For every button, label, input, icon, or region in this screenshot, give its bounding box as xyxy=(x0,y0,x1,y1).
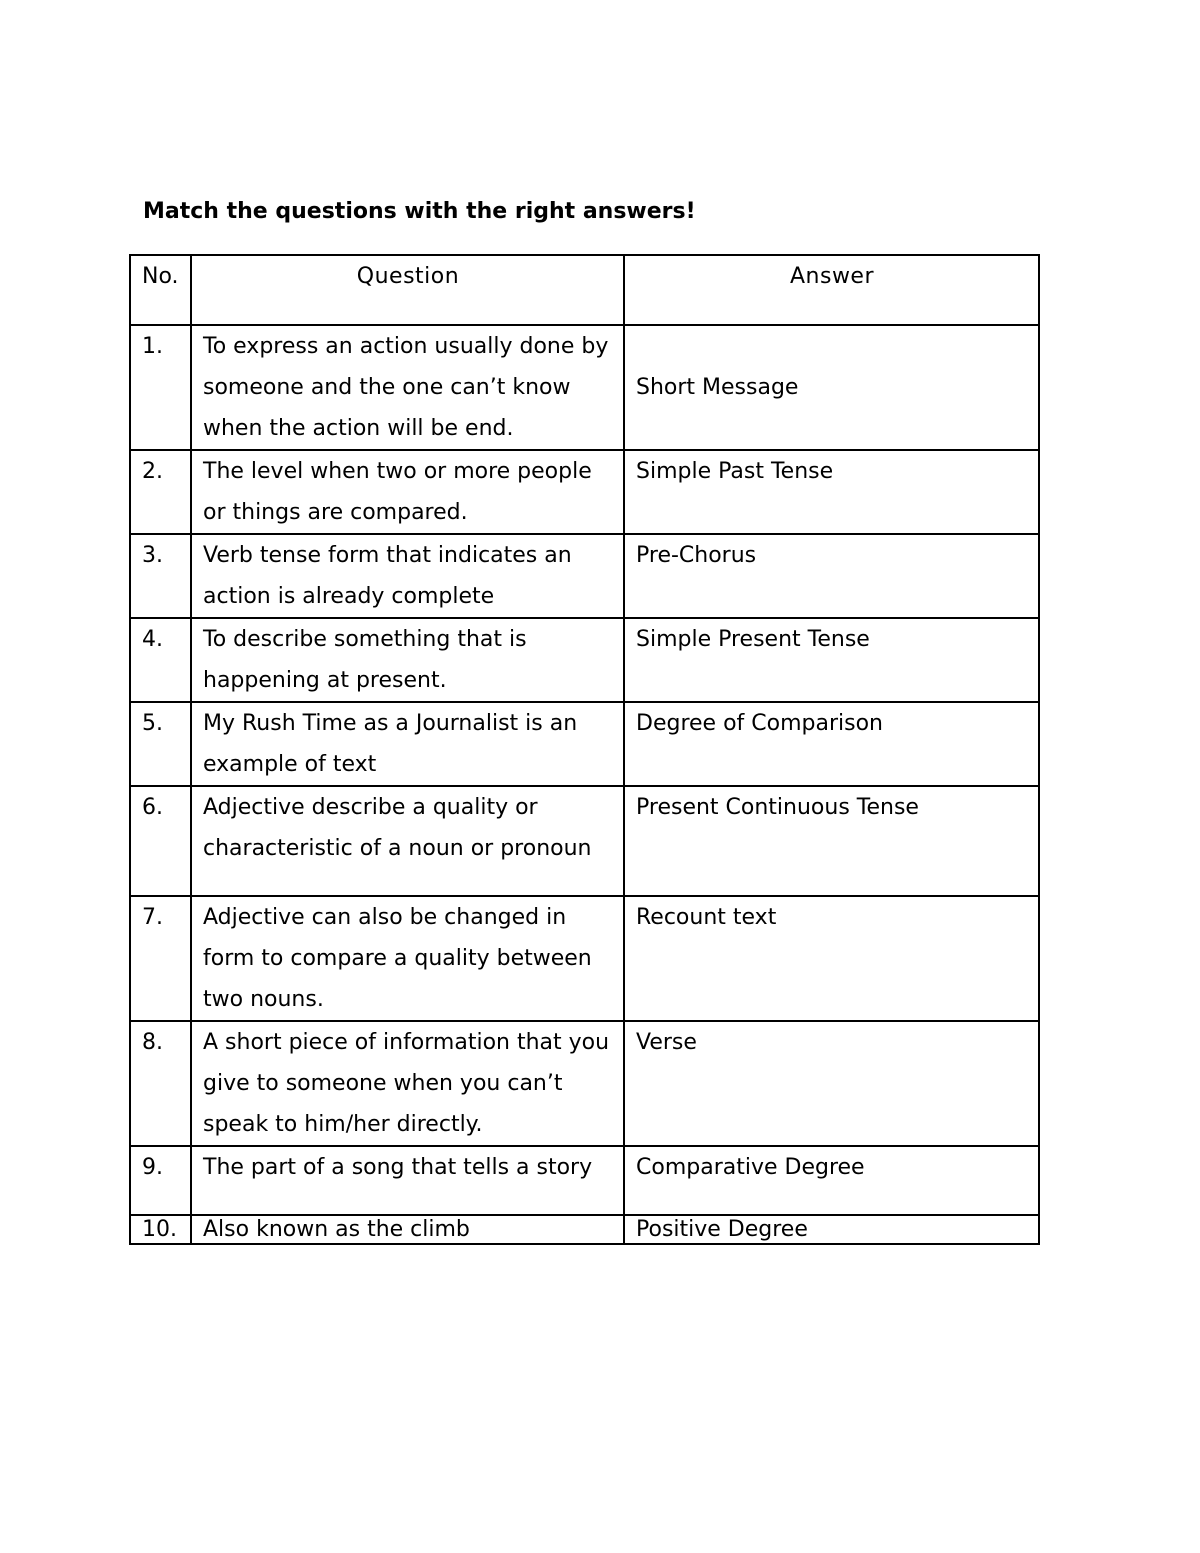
question-cell: The part of a song that tells a story xyxy=(191,1146,624,1215)
answer-cell: Present Continuous Tense xyxy=(624,786,1039,896)
answer-cell: Short Message xyxy=(624,325,1039,450)
answer-cell: Recount text xyxy=(624,896,1039,1021)
table-row xyxy=(130,1021,1039,1146)
question-cell: Adjective describe a quality or characteristic of a noun or pronoun xyxy=(191,786,624,896)
table-row xyxy=(130,618,1039,702)
question-cell: Verb tense form that indicates an action is already complete xyxy=(191,534,624,618)
table-row xyxy=(130,534,1039,618)
row-number: 8. xyxy=(130,1021,191,1146)
table-row xyxy=(130,896,1039,1021)
row-number: 9. xyxy=(130,1146,191,1215)
table-row xyxy=(130,450,1039,534)
worksheet-title: Match the questions with the right answers! xyxy=(143,199,696,224)
table-row xyxy=(130,325,1039,450)
question-cell: Adjective can also be changed in form to compare a quality between two nouns. xyxy=(191,896,624,1021)
row-number: 2. xyxy=(130,450,191,534)
answer-cell: Positive Degree xyxy=(624,1215,1039,1244)
answer-cell: Simple Past Tense xyxy=(624,450,1039,534)
row-number: 6. xyxy=(130,786,191,896)
table-row xyxy=(130,786,1039,896)
header-no: No. xyxy=(130,255,191,325)
table-header-row xyxy=(130,255,1039,325)
answer-cell: Pre-Chorus xyxy=(624,534,1039,618)
question-cell: The level when two or more people or things are compared. xyxy=(191,450,624,534)
question-cell: A short piece of information that you give to someone when you can’t speak to him/her directly. xyxy=(191,1021,624,1146)
answer-cell: Verse xyxy=(624,1021,1039,1146)
answer-cell: Simple Present Tense xyxy=(624,618,1039,702)
table-row xyxy=(130,1146,1039,1215)
row-number: 3. xyxy=(130,534,191,618)
row-number: 7. xyxy=(130,896,191,1021)
header-answer: Answer xyxy=(624,255,1039,325)
answer-cell: Degree of Comparison xyxy=(624,702,1039,786)
question-cell: To express an action usually done by someone and the one can’t know when the action will be end. xyxy=(191,325,624,450)
row-number: 1. xyxy=(130,325,191,450)
question-cell: Also known as the climb xyxy=(191,1215,624,1244)
table-row xyxy=(130,1215,1039,1244)
question-cell: My Rush Time as a Journalist is an example of text xyxy=(191,702,624,786)
header-question: Question xyxy=(191,255,624,325)
row-number: 10. xyxy=(130,1215,191,1244)
row-number: 5. xyxy=(130,702,191,786)
table-row xyxy=(130,702,1039,786)
answer-cell: Comparative Degree xyxy=(624,1146,1039,1215)
row-number: 4. xyxy=(130,618,191,702)
matching-table xyxy=(129,254,1040,1245)
question-cell: To describe something that is happening at present. xyxy=(191,618,624,702)
